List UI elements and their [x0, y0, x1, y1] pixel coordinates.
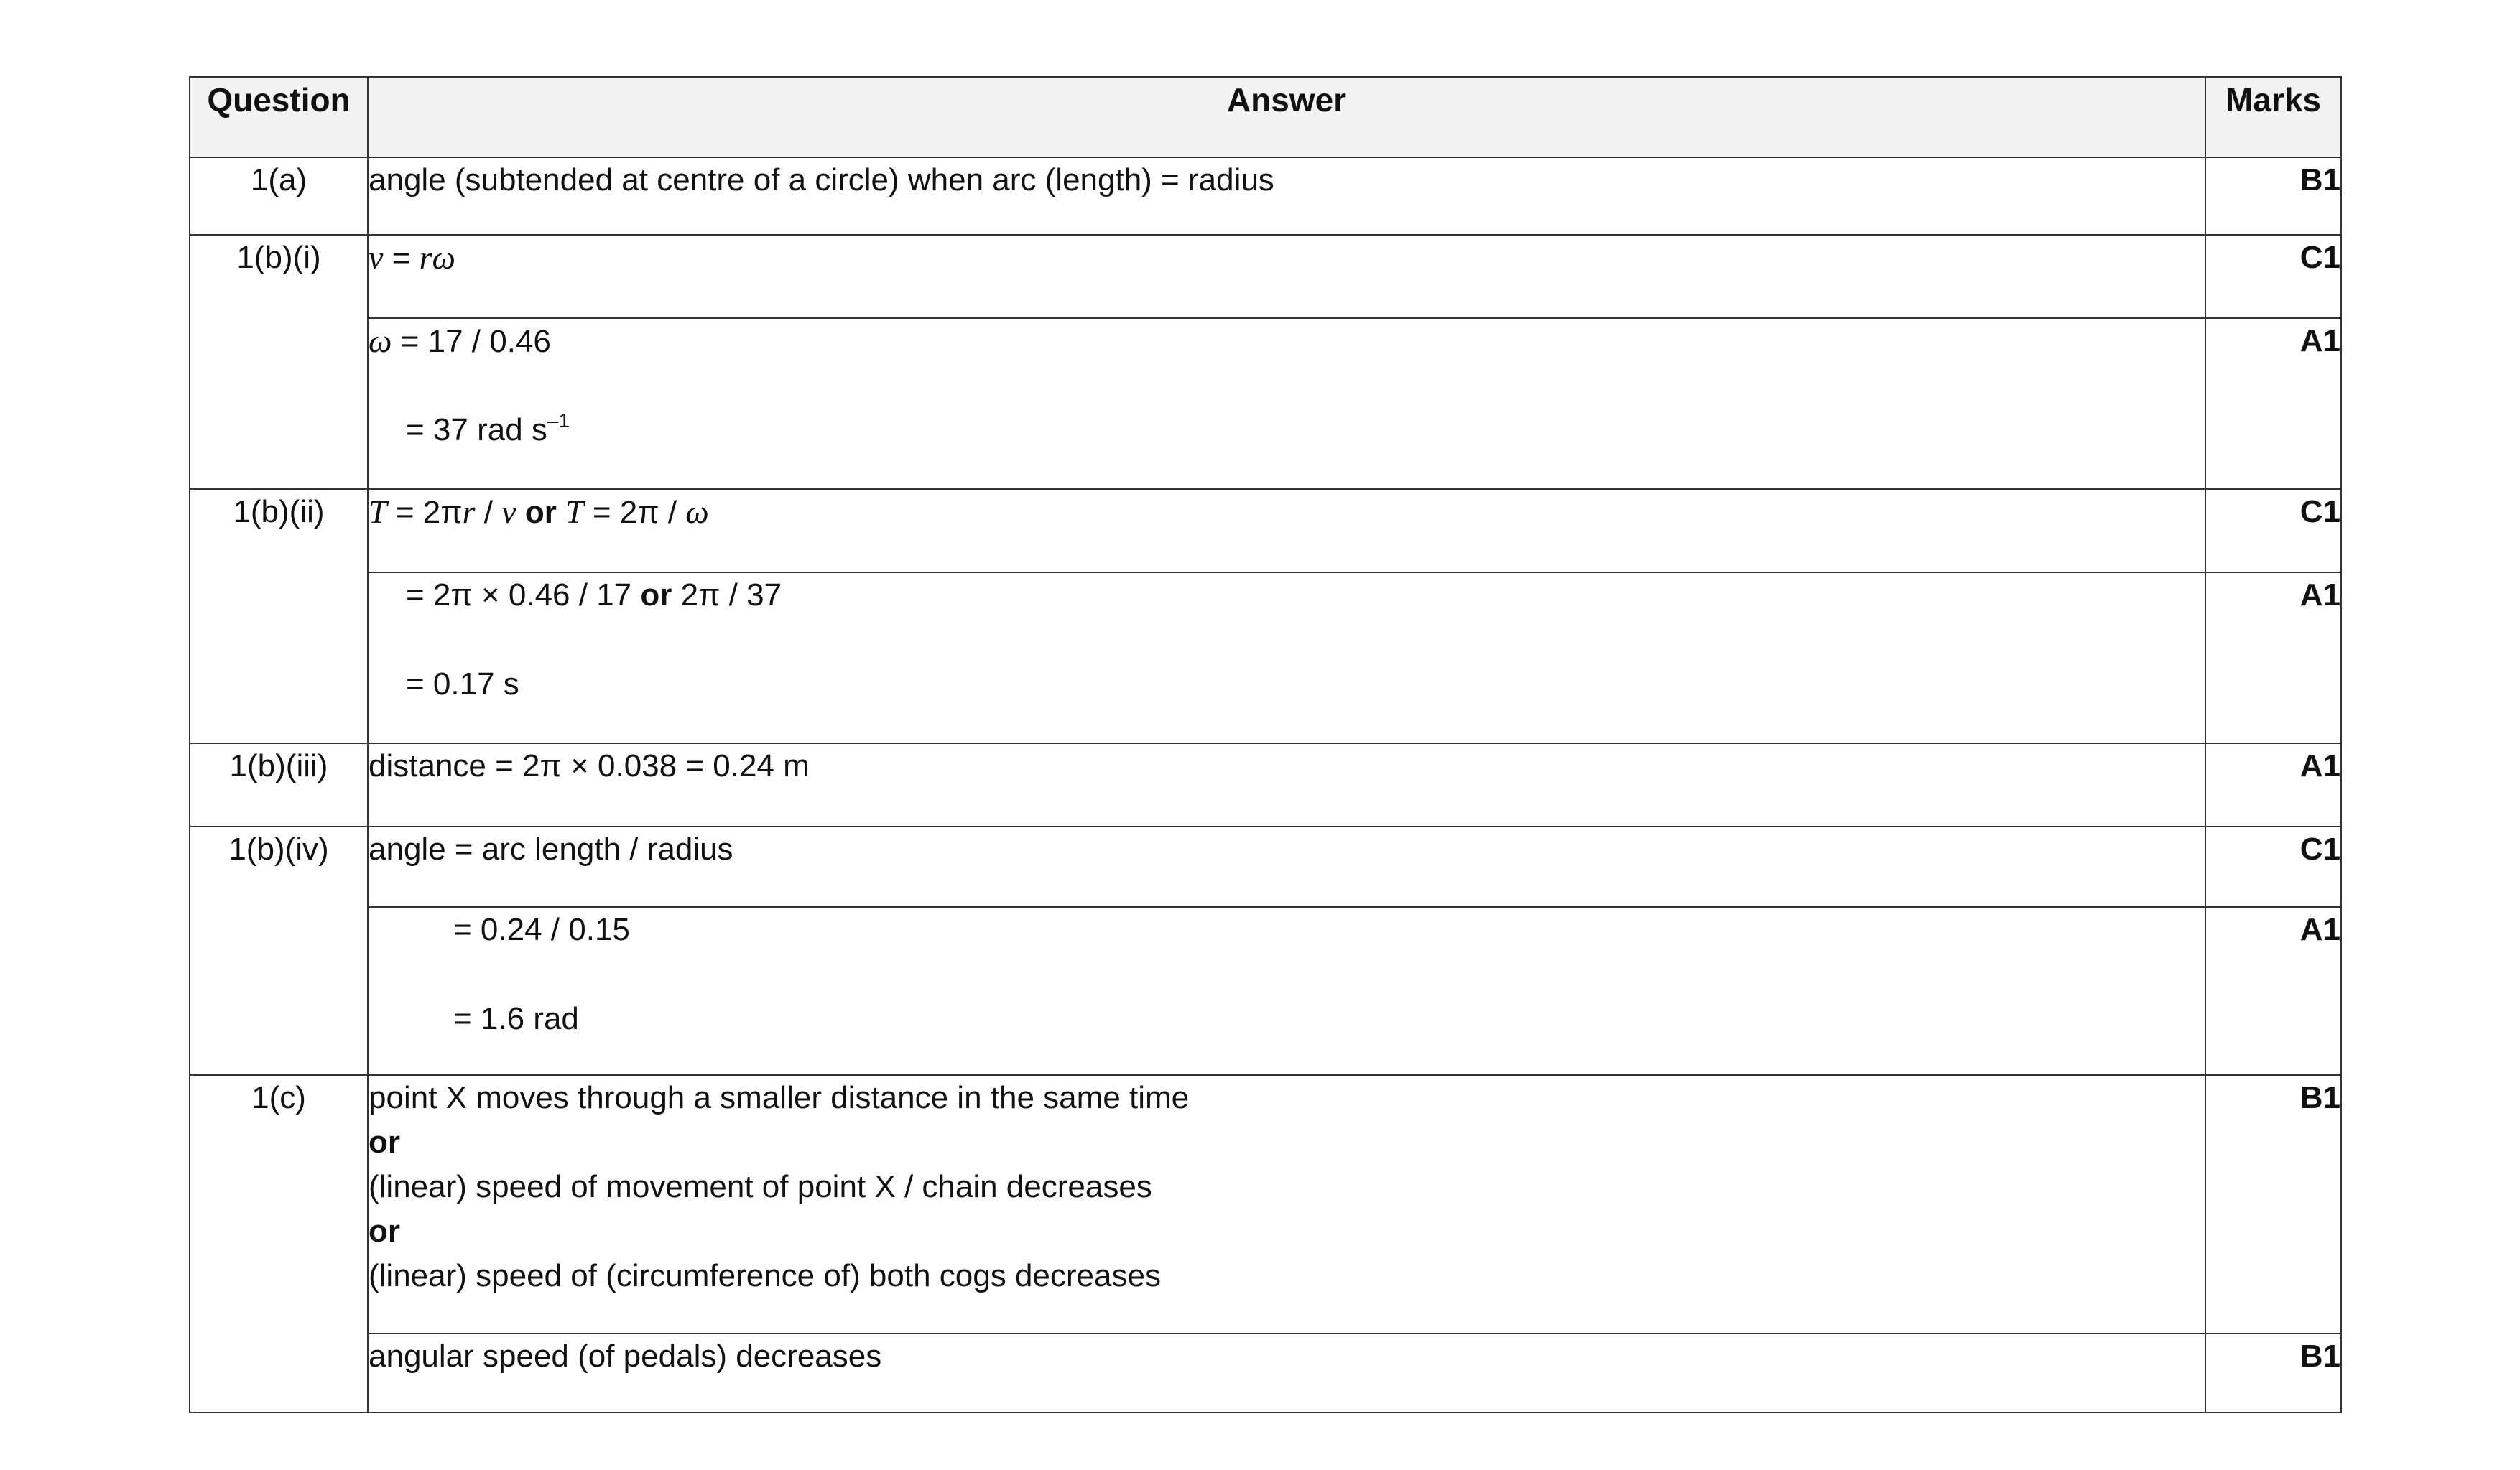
question-number: 1(c) [190, 1075, 368, 1413]
symbol-r: r [462, 493, 476, 530]
mark-cell: A1 [2205, 743, 2341, 827]
answer-line: distance = 2π × 0.038 = 0.24 m [369, 748, 810, 783]
symbol-v: v [501, 493, 516, 530]
answer-line [369, 236, 2205, 280]
mark-cell: C1 [2205, 827, 2341, 907]
mark-cell: A1 [2205, 907, 2341, 1075]
mark-cell: C1 [2205, 489, 2341, 572]
or-connector: or [369, 1125, 400, 1160]
table-row [190, 1075, 2341, 1334]
table-row [190, 907, 2341, 1075]
or-connector: or [631, 577, 681, 613]
answer-text: / [475, 495, 502, 530]
symbol-T: T [369, 493, 387, 530]
answer-cell [368, 1334, 2205, 1413]
table-row [190, 157, 2341, 235]
answer-cell [368, 489, 2205, 572]
answer-text: 2π / 37 [680, 577, 782, 613]
unit-exponent: –1 [547, 409, 570, 432]
or-connector: or [369, 1214, 400, 1249]
answer-line: angle (subtended at centre of a circle) when arc (length) = radius [369, 162, 1274, 197]
question-number: 1(b)(iv) [190, 827, 368, 1075]
answer-cell [368, 907, 2205, 1075]
answer-line [369, 573, 2205, 618]
or-connector: or [516, 495, 566, 530]
question-number: 1(a) [190, 157, 368, 235]
answer-text: = 2π / [583, 495, 686, 530]
mark-cell: A1 [2205, 318, 2341, 489]
header-question: Question [190, 77, 368, 157]
answer-line: angular speed (of pedals) decreases [369, 1339, 882, 1374]
header-answer: Answer [368, 77, 2205, 157]
answer-cell [368, 743, 2205, 827]
header-row [190, 77, 2341, 157]
answer-line [369, 408, 2205, 452]
answer-line: angle = arc length / radius [369, 832, 733, 867]
mark-cell: A1 [2205, 572, 2341, 743]
answer-line [369, 319, 2205, 363]
mark-cell: B1 [2205, 1075, 2341, 1334]
answer-line: (linear) speed of movement of point X / chain decreases [369, 1169, 1152, 1204]
mark-scheme-table [189, 76, 2342, 1413]
question-number: 1(b)(i) [190, 235, 368, 489]
symbol-r-omega: rω [419, 239, 455, 276]
question-number: 1(b)(ii) [190, 489, 368, 743]
header-marks: Marks [2205, 77, 2341, 157]
answer-line: = 1.6 rad [453, 1001, 579, 1036]
mark-cell: B1 [2205, 157, 2341, 235]
table-row [190, 572, 2341, 743]
answer-line: point X moves through a smaller distance in the same time [369, 1080, 1190, 1115]
question-number: 1(b)(iii) [190, 743, 368, 827]
answer-line [369, 490, 2205, 534]
answer-text: = 17 / 0.46 [392, 324, 551, 359]
symbol-T: T [565, 493, 584, 530]
answer-cell [368, 157, 2205, 235]
answer-line: = 0.24 / 0.15 [453, 912, 630, 947]
answer-line: (linear) speed of (circumference of) both cogs decreases [369, 1258, 1161, 1293]
table-row [190, 743, 2341, 827]
table-row [190, 827, 2341, 907]
table-row [190, 1334, 2341, 1413]
answer-cell [368, 235, 2205, 318]
answer-text: = 37 rad s [406, 412, 547, 447]
table-row [190, 318, 2341, 489]
answer-cell [368, 318, 2205, 489]
equals-sign: = [383, 241, 420, 276]
symbol-omega: ω [369, 322, 392, 359]
answer-cell [368, 1075, 2205, 1334]
answer-cell [368, 827, 2205, 907]
table-row [190, 489, 2341, 572]
mark-cell: B1 [2205, 1334, 2341, 1413]
answer-text: = 2π × 0.46 / 17 [406, 577, 632, 613]
mark-cell: C1 [2205, 235, 2341, 318]
answer-cell [368, 572, 2205, 743]
symbol-v: v [369, 239, 384, 276]
answer-line: = 0.17 s [406, 666, 519, 702]
answer-text: = 2π [386, 495, 463, 530]
symbol-omega: ω [685, 493, 709, 530]
table-row [190, 235, 2341, 318]
